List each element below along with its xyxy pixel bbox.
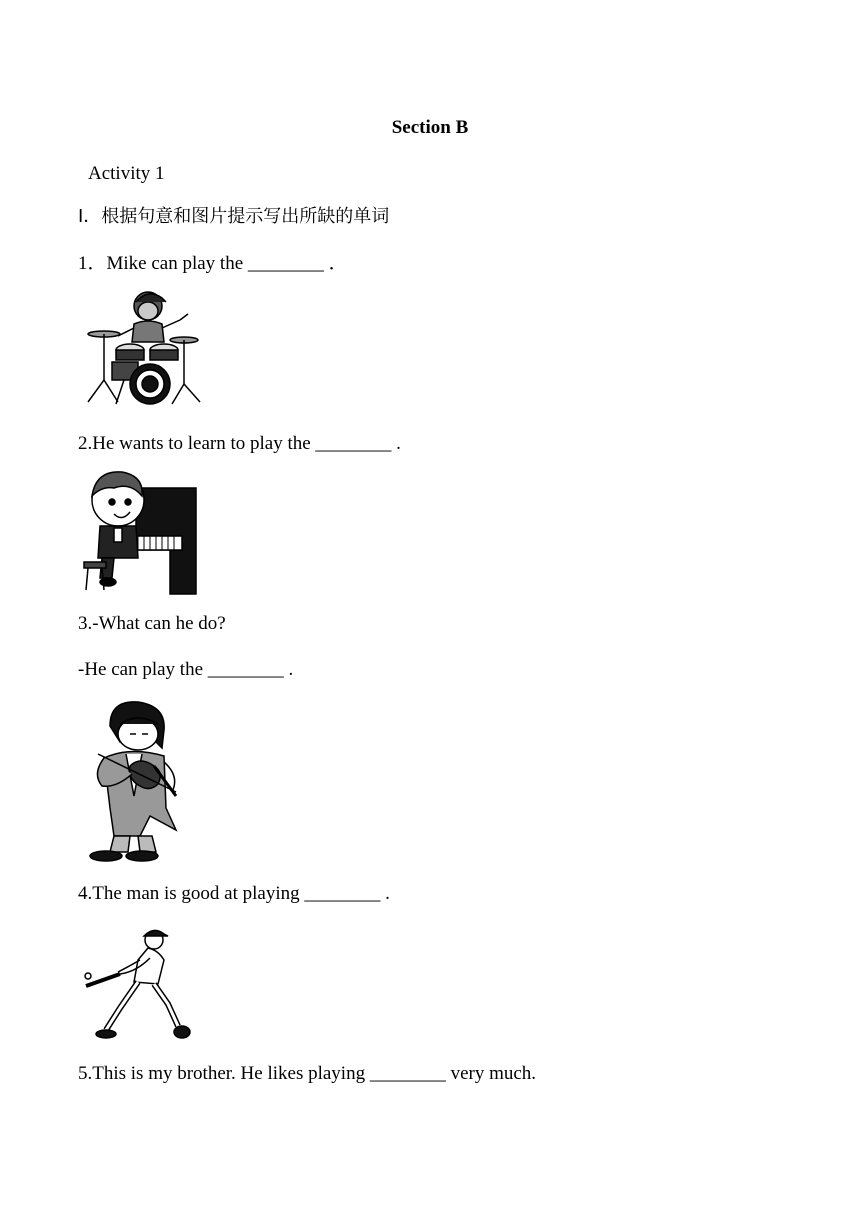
question-1: 1．Mike can play the ________ ． [78,253,348,274]
section-title: Section B [391,117,469,138]
question-2: 2.He wants to learn to play the ________ . [78,433,401,454]
question-5: 5.This is my brother. He likes playing ________ very much. [78,1063,537,1084]
activity-label: Activity 1 [88,163,165,184]
piano-player-icon [78,466,202,598]
instruction: I．根据句意和图片提示写出所缺的单词 [78,206,390,227]
drummer-icon [80,284,210,410]
question-3-line-1: 3.-What can he do? [78,613,226,634]
violinist-icon [80,696,188,864]
baseball-batter-icon [78,924,194,1048]
question-4: 4.The man is good at playing ________ . [78,883,390,904]
question-3-line-2: -He can play the ________ . [78,659,294,680]
